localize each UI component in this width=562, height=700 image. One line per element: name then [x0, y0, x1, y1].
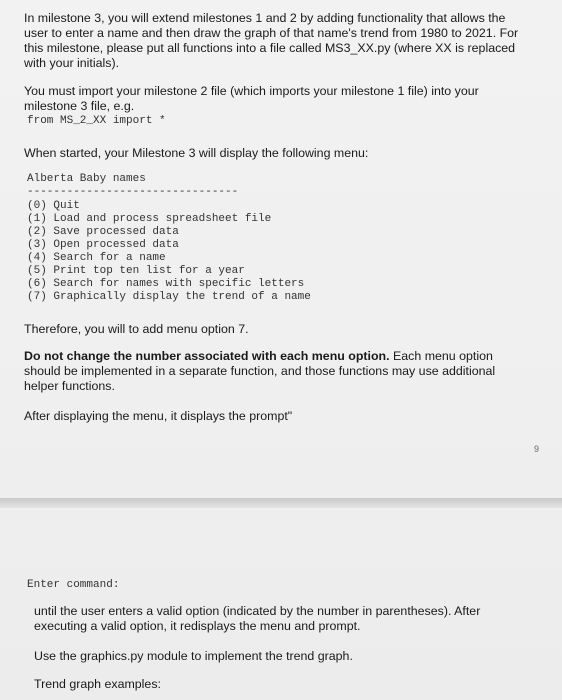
menu-title: Alberta Baby names	[27, 173, 146, 185]
examples-heading: Trend graph examples:	[34, 677, 161, 691]
menu-item-4: (4) Search for a name	[27, 252, 166, 264]
intro-paragraph: In milestone 3, you will extend milestones 1 and 2 by adding functionality that allows the user to enter a name and then draw the graph of that name's trend from 1980 to 2021. For this milestone, please put all functions into a file called MS3_XX.py (where XX is replaced with your initials).	[24, 11, 519, 70]
until-paragraph: until the user enters a valid option (indicated by the number in parentheses). After executing a valid option, it redisplays the menu and prompt.	[34, 604, 481, 633]
after-menu-paragraph: After displaying the menu, it displays the prompt"	[24, 409, 293, 423]
page-break	[0, 498, 562, 508]
import-paragraph: You must import your milestone 2 file (which imports your milestone 1 file) into your milestone 3 file, e.g.	[24, 84, 479, 113]
menu-intro-paragraph: When started, your Milestone 3 will display the following menu:	[24, 146, 369, 160]
menu-item-1: (1) Load and process spreadsheet file	[27, 213, 272, 225]
menu-item-5: (5) Print top ten list for a year	[27, 265, 245, 277]
import-code: from MS_2_XX import *	[27, 115, 166, 127]
rules-paragraph	[24, 349, 524, 394]
menu-item-0: (0) Quit	[27, 200, 80, 212]
menu-item-2: (2) Save processed data	[27, 226, 179, 238]
menu-item-7: (7) Graphically display the trend of a name	[27, 291, 311, 303]
menu-divider: --------------------------------	[27, 186, 239, 198]
page-number: 9	[534, 444, 540, 454]
menu-item-3: (3) Open processed data	[27, 239, 179, 251]
prompt-text: Enter command:	[27, 579, 120, 591]
option7-paragraph: Therefore, you will to add menu option 7.	[24, 322, 249, 336]
graphics-paragraph: Use the graphics.py module to implement the trend graph.	[34, 649, 353, 663]
rule-rest: Each menu option should be implemented in a separate function, and those functions may use additional helper functions.	[24, 349, 496, 393]
bold-rule: Do not change the number associated with each menu option.	[24, 349, 390, 363]
menu-item-6: (6) Search for names with specific letters	[27, 278, 305, 290]
